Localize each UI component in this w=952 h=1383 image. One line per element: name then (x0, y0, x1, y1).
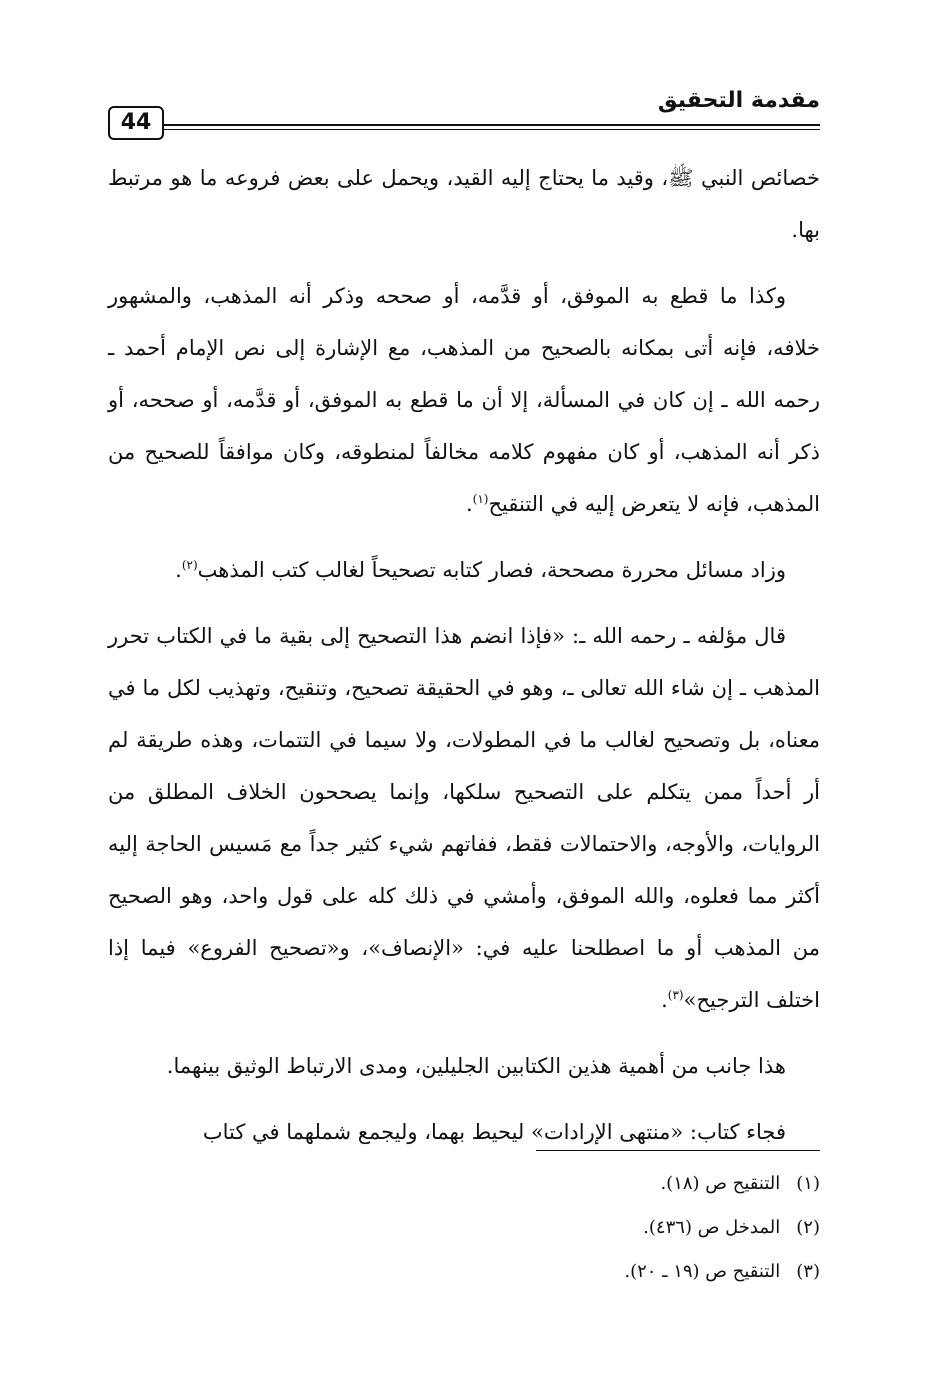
paragraph-5: هذا جانب من أهمية هذين الكتابين الجليلين، ومدى الارتباط الوثيق بينهما. (166, 1054, 786, 1078)
page-number: 44 (108, 106, 164, 140)
header-rule-thick (164, 124, 820, 126)
footnotes (108, 1162, 820, 1294)
footnote-ref-2: (٢) (181, 558, 198, 572)
main-text (108, 152, 820, 1158)
footnote-3 (108, 1250, 820, 1294)
footnote-2-number: (٢) (796, 1217, 820, 1238)
paragraph-3: وزاد مسائل محررة مصححة، فصار كتابه تصحيحاً لغالب كتب المذهب$^{(٢)}$. (175, 558, 786, 582)
paragraph-2: وكذا ما قطع به الموفق، أو قدَّمه، أو صححه وذكر أنه المذهب، والمشهور خلافه، فإنه أتى بمكانه بالصحيح من المذهب، مع الإشارة إلى نص الإمام أحمد ـ رحمه الله ـ إن كان في المسألة، إلا أن ما قطع به الموفق، أو قدَّمه، أو صححه، أو ذكر أنه المذهب، أو كان مفهوم كلامه مخالفاً لمنطوقه، وكان موافقاً للصحيح من المذهب، فإنه لا يتعرض إليه في التنقيح$^{(١)}$. (108, 284, 820, 516)
footnote-separator (536, 1150, 820, 1151)
paragraph-2-text: وكذا ما قطع به الموفق، أو قدَّمه، أو صححه وذكر أنه المذهب، والمشهور خلافه، فإنه أتى بمكانه بالصحيح من المذهب، مع الإشارة إلى نص الإمام أحمد ـ رحمه الله ـ إن كان في المسألة، إلا أن ما قطع به الموفق، أو قدَّمه، أو صححه، أو ذكر أنه المذهب، أو كان مفهوم كلامه مخالفاً لمنطوقه، وكان موافقاً للصحيح من المذهب، فإنه لا يتعرض إليه في التنقيح (108, 284, 820, 516)
footnote-1 (108, 1162, 820, 1206)
header-rule-thin (164, 129, 820, 130)
footnote-2 (108, 1206, 820, 1250)
footnote-3-text: التنقيح ص (١٩ ـ ٢٠). (624, 1261, 781, 1282)
paragraph-1: خصائص النبي ﷺ، وقيد ما يحتاج إليه القيد، ويحمل على بعض فروعه ما هو مرتبط بها. (108, 166, 820, 242)
paragraph-6: فجاء كتاب: «منتهى الإرادات» ليحيط بهما، وليجمع شملهما في كتاب (202, 1120, 786, 1144)
footnote-3-number: (٣) (796, 1261, 820, 1282)
paragraph-4-text: قال مؤلفه ـ رحمه الله ـ: «فإذا انضم هذا التصحيح إلى بقية ما في الكتاب تحرر المذهب ـ إن شاء الله تعالى ـ، وهو في الحقيقة تصحيح، وتنقيح، وتهذيب لكل ما في معناه، بل وتصحيح لغالب ما في المطولات، ولا سيما في التتمات، وهذه طريقة لم أر أحداً ممن يتكلم على التصحيح سلكها، وإنما يصححون الخلاف المطلق من الروايات، والأوجه، والاحتمالات فقط، ففاتهم شيء كثير جداً مع مَسيس الحاجة إليه أكثر مما فعلوه، والله الموفق، وأمشي في ذلك كله على قول واحد، وهو الصحيح من المذهب أو ما اصطلحنا عليه في: «الإنصاف»، و«تصحيح الفروع» فيما إذا اختلف الترجيح» (108, 624, 820, 1012)
footnote-1-text: التنقيح ص (١٨). (660, 1173, 781, 1194)
footnote-ref-1: (١) (472, 492, 489, 506)
paragraph-3-text: وزاد مسائل محررة مصححة، فصار كتابه تصحيحاً لغالب كتب المذهب (197, 558, 786, 582)
page-header (108, 82, 820, 142)
running-title: مقدمة التحقيق (657, 88, 820, 113)
paragraph-4: قال مؤلفه ـ رحمه الله ـ: «فإذا انضم هذا التصحيح إلى بقية ما في الكتاب تحرر المذهب ـ إن شاء الله تعالى ـ، وهو في الحقيقة تصحيح، وتنقيح، وتهذيب لكل ما في معناه، بل وتصحيح لغالب ما في المطولات، ولا سيما في التتمات، وهذه طريقة لم أر أحداً ممن يتكلم على التصحيح سلكها، وإنما يصححون الخلاف المطلق من الروايات، والأوجه، والاحتمالات فقط، ففاتهم شيء كثير جداً مع مَسيس الحاجة إليه أكثر مما فعلوه، والله الموفق، وأمشي في ذلك كله على قول واحد، وهو الصحيح من المذهب أو ما اصطلحنا عليه في: «الإنصاف»، و«تصحيح الفروع» فيما إذا اختلف الترجيح»$^{(٣)}$. (108, 624, 820, 1012)
footnote-1-number: (١) (796, 1173, 820, 1194)
footnote-2-text: المدخل ص (٤٣٦). (643, 1217, 781, 1238)
footnote-ref-3: (٣) (667, 988, 684, 1002)
